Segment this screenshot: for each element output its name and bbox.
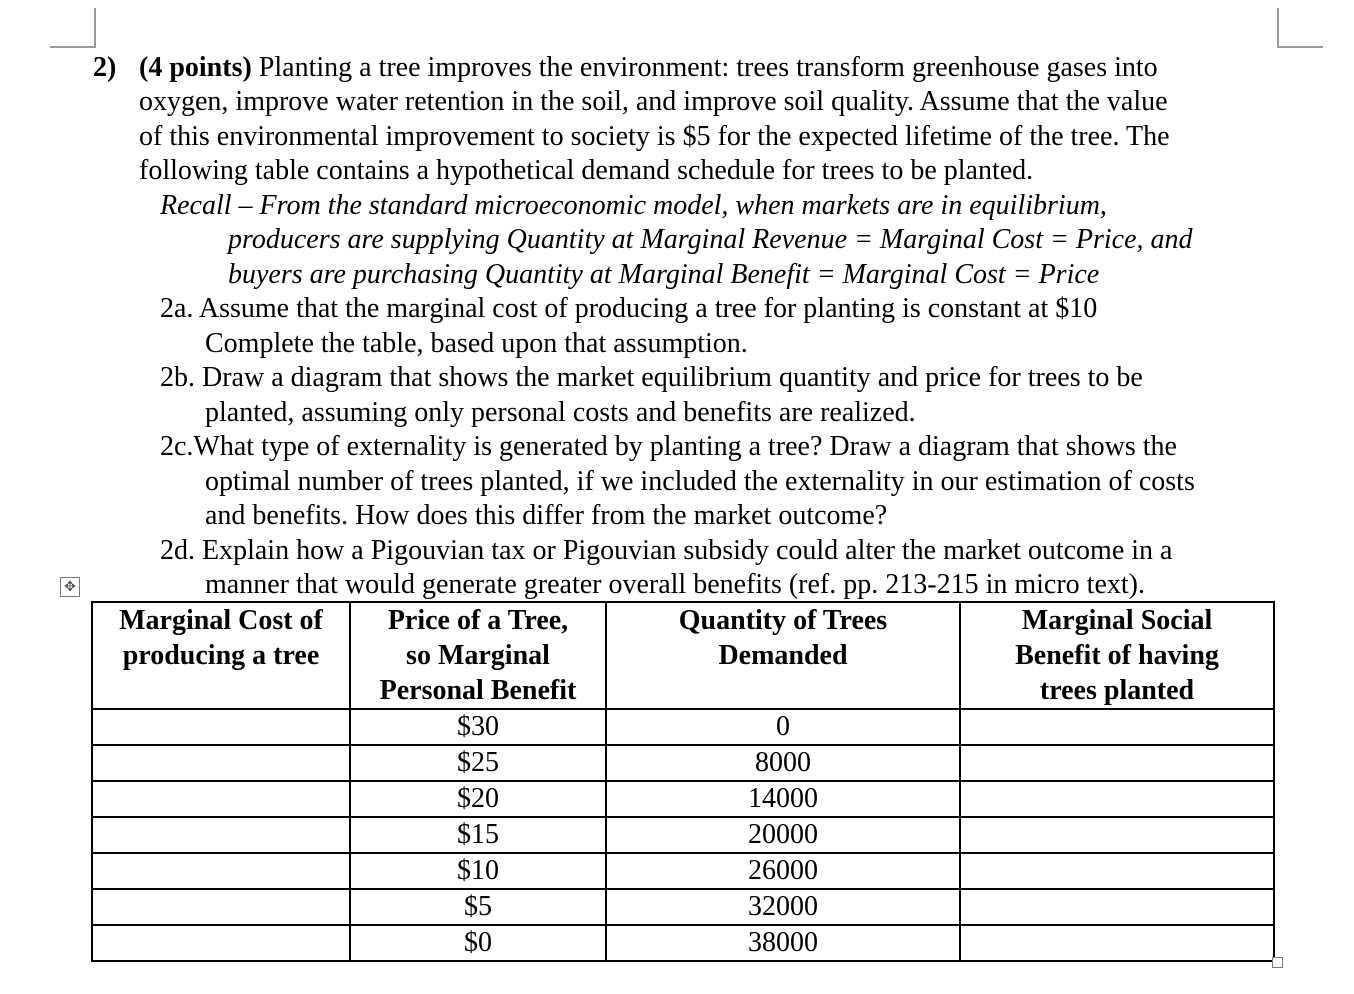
table-move-handle-icon[interactable]: ✥ <box>60 577 80 597</box>
table-row <box>92 925 1274 961</box>
cell-marginal-cost[interactable] <box>92 781 350 817</box>
cell-marginal-cost[interactable] <box>92 817 350 853</box>
cell-quantity: 14000 <box>606 781 960 817</box>
question-number: 2) <box>93 52 117 83</box>
table-row <box>92 817 1274 853</box>
header-marginal-cost: Marginal Cost of producing a tree <box>92 602 350 709</box>
recall-line-3: buyers are purchasing Quantity at Marginal Benefit = Marginal Cost = Price <box>228 259 1100 290</box>
part-a-line-1: 2a. Assume that the marginal cost of producing a tree for planting is constant at $10 <box>160 293 1098 324</box>
cell-marginal-cost[interactable] <box>92 709 350 745</box>
part-c-line-3: and benefits. How does this differ from the market outcome? <box>205 500 888 531</box>
intro-line-4: following table contains a hypothetical demand schedule for trees to be planted. <box>139 155 1034 186</box>
cell-quantity: 38000 <box>606 925 960 961</box>
cell-price: $30 <box>350 709 606 745</box>
question-line-1 <box>93 51 116 85</box>
cell-quantity: 26000 <box>606 853 960 889</box>
question-intro-1 <box>139 51 1158 85</box>
header-marginal-social-benefit: Marginal Social Benefit of having trees planted <box>960 602 1274 709</box>
table-header-row <box>92 602 1274 709</box>
cell-marginal-cost[interactable] <box>92 745 350 781</box>
cell-price: $0 <box>350 925 606 961</box>
cell-quantity: 8000 <box>606 745 960 781</box>
crop-mark-top-right <box>1277 8 1323 48</box>
cell-price: $5 <box>350 889 606 925</box>
intro-line-1: Planting a tree improves the environment: trees transform greenhouse gases into <box>251 52 1158 83</box>
cell-marginal-social-benefit[interactable] <box>960 709 1274 745</box>
part-d-line-1: 2d. Explain how a Pigouvian tax or Pigouvian subsidy could alter the market outcome in a <box>160 535 1173 566</box>
recall-line-1: Recall – From the standard microeconomic model, when markets are in equilibrium, <box>160 190 1107 221</box>
cell-marginal-social-benefit[interactable] <box>960 781 1274 817</box>
cell-marginal-cost[interactable] <box>92 889 350 925</box>
question-points: (4 points) <box>139 52 252 83</box>
table-row <box>92 745 1274 781</box>
cell-quantity: 20000 <box>606 817 960 853</box>
cell-marginal-social-benefit[interactable] <box>960 925 1274 961</box>
cell-price: $25 <box>350 745 606 781</box>
recall-line-2: producers are supplying Quantity at Marginal Revenue = Marginal Cost = Price, and <box>228 224 1193 255</box>
intro-line-3: of this environmental improvement to society is $5 for the expected lifetime of the tree. The <box>139 121 1170 152</box>
table-row <box>92 781 1274 817</box>
cell-price: $20 <box>350 781 606 817</box>
cell-price: $10 <box>350 853 606 889</box>
cell-marginal-cost[interactable] <box>92 925 350 961</box>
header-quantity: Quantity of Trees Demanded <box>606 602 960 709</box>
cell-marginal-cost[interactable] <box>92 853 350 889</box>
intro-line-2: oxygen, improve water retention in the soil, and improve soil quality. Assume that the value <box>139 86 1168 117</box>
cell-price: $15 <box>350 817 606 853</box>
cell-marginal-social-benefit[interactable] <box>960 745 1274 781</box>
cell-marginal-social-benefit[interactable] <box>960 889 1274 925</box>
part-c-line-2: optimal number of trees planted, if we included the externality in our estimation of costs <box>205 466 1195 497</box>
part-d-line-2: manner that would generate greater overall benefits (ref. pp. 213-215 in micro text). <box>205 569 1145 600</box>
part-c-line-1: 2c.What type of externality is generated by planting a tree? Draw a diagram that shows the <box>160 431 1177 462</box>
header-price: Price of a Tree, so Marginal Personal Benefit <box>350 602 606 709</box>
table-resize-handle-icon[interactable] <box>1272 957 1283 968</box>
cell-marginal-social-benefit[interactable] <box>960 817 1274 853</box>
cell-quantity: 0 <box>606 709 960 745</box>
part-a-line-2: Complete the table, based upon that assumption. <box>205 328 748 359</box>
part-b-line-1: 2b. Draw a diagram that shows the market equilibrium quantity and price for trees to be <box>160 362 1143 393</box>
table-row <box>92 853 1274 889</box>
table-row <box>92 709 1274 745</box>
part-b-line-2: planted, assuming only personal costs and benefits are realized. <box>205 397 916 428</box>
demand-schedule-table <box>91 601 1275 962</box>
table-row <box>92 889 1274 925</box>
cell-quantity: 32000 <box>606 889 960 925</box>
crop-mark-top-left <box>50 8 96 48</box>
cell-marginal-social-benefit[interactable] <box>960 853 1274 889</box>
